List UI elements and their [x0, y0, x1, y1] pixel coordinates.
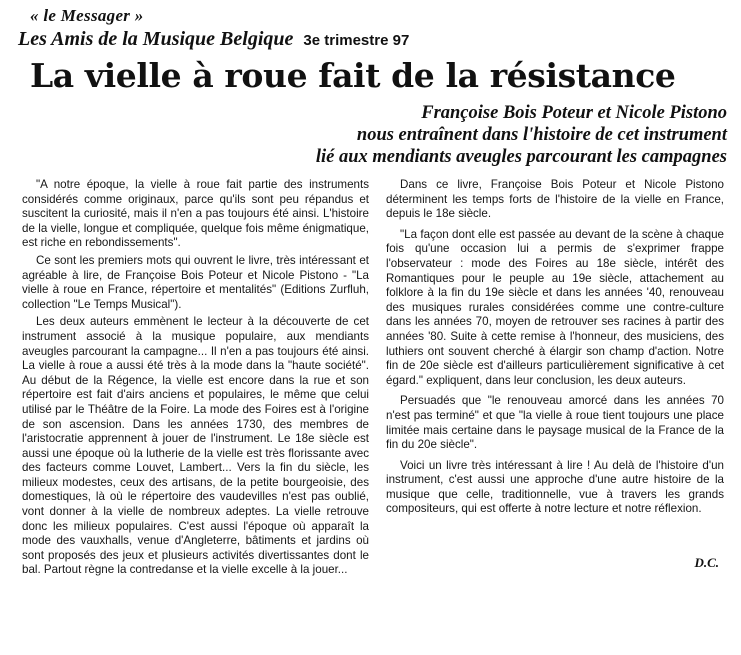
article-subheadline — [127, 102, 727, 168]
subheadline-line: lié aux mendiants aveugles parcourant les campagnes — [315, 147, 727, 167]
article-left-column — [22, 178, 369, 581]
subheadline-line: nous entraînent dans l'histoire de cet instrument — [356, 125, 727, 145]
publication-line — [18, 28, 409, 51]
article-right-column — [386, 178, 724, 523]
paragraph: Persuadés que "le renouveau amorcé dans les années 70 n'est pas terminé" et que "la vielle à roue tient toujours une place limitée mais certaine dans le paysage musical de la France de la fin du 20e siècle". — [386, 394, 724, 452]
publication-name: Les Amis de la Musique Belgique — [18, 28, 294, 50]
paragraph: Les deux auteurs emmènent le lecteur à la découverte de cet instrument associé à la musique populaire, aux mendiants aveugles parcourant la campagne... Il n'en a pas toujours été ainsi. La vielle à roue a aussi été très à la mode dans la "haute société". Au début de la Régence, la vielle est encore dans la rue et son répertoire est fait d'airs anciens et populaires, le même que celui utilisé par le Théâtre de la Foire. La mode des Foires est à l'origine de son ascension. Dans les années 1730, des membres de l'aristocratie apprennent à jouer de l'instrument. Le 18e siècle est aussi une époque où la lutherie de la vielle est très florissante avec des facteurs comme Louvet, Lambert... Vers la fin du siècle, les milieux modestes, ceux des artisans, de la petite bourgeoisie, des domestiques, là où le répertoire des vaudevilles n'est pas oublié, vont donner à la vielle de nombreux adeptes. La vielle retrouve donc les milieux populaires. C'est aussi l'époque où apparaît la mode des vauxhalls, venue d'Angleterre, bâtiments et jardins où sont proposés des jeux et plusieurs activités divertissantes dont le bal. Partout règne la contredanse et la vielle excelle à la jouer... — [22, 315, 369, 577]
source-label: « le Messager » — [30, 6, 144, 25]
paragraph: "A notre époque, la vielle à roue fait partie des instruments considérés comme originaux, parce qu'ils sont peu répandus et suscitent la curiosité, mais il n'en a pas toujours été ainsi. L'histoire de la vielle, longue et compliquée, quelque fois même énigmatique, est riche en rebondissements". — [22, 178, 369, 250]
paragraph: Voici un livre très intéressant à lire ! Au delà de l'histoire d'un instrument, c'est aussi une approche d'une autre histoire de la musique que celle, traditionnelle, vue à travers les grands compositeurs, qui est offerte à notre lecture et notre réflexion. — [386, 458, 724, 516]
paragraph: "La façon dont elle est passée au devant de la scène à chaque fois qu'une occasion lui a permis de s'exprimer frappe l'observateur : mode des Foires au 18e siècle, intérêt des Romantiques pour le peuple au 19e siècle, attachement au folklore à la fin du 19e siècle et dans les années '40, renouveau des musiques rurales considérées comme une contre-culture dans les années 70, moyen de retrouver ses racines à partir des années '80. Suite à cette remise à l'honneur, des musiciens, des luthiers ont souvent cherché à élargir son champ d'action. Notre fin de 20e siècle est d'ailleurs particulièrement significative à cet égard." expliquent, dans leur conclusion, les deux auteurs. — [386, 227, 724, 387]
article-headline: La vielle à roue fait de la résistance — [30, 56, 676, 95]
paragraph: Dans ce livre, Françoise Bois Poteur et Nicole Pistono déterminent les temps forts de l'histoire de la vielle en France, depuis le 18e siècle. — [386, 178, 724, 221]
issue-date: 3e trimestre 97 — [303, 32, 410, 49]
paragraph: Ce sont les premiers mots qui ouvrent le livre, très intéressant et agréable à lire, de Françoise Bois Poteur et Nicole Pistono - "La vielle à roue en France, répertoire et mentalités" (Editions Zurfluh, collection "Le Temps Musical"). — [22, 253, 369, 311]
subheadline-line: Françoise Bois Poteur et Nicole Pistono — [421, 103, 727, 123]
author-signature: D.C. — [694, 555, 719, 570]
